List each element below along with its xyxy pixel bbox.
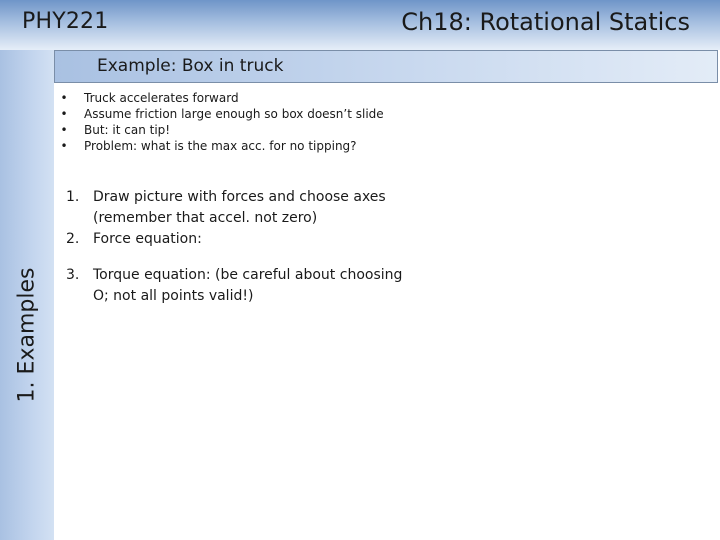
bullet-item (60, 106, 384, 122)
step-item (66, 265, 402, 307)
bullet-text: Problem: what is the max acc. for no tipping? (84, 139, 357, 153)
course-code: PHY221 (22, 9, 109, 34)
chapter-title: Ch18: Rotational Statics (401, 8, 690, 36)
step-item (66, 187, 402, 229)
bullet-text: Truck accelerates forward (84, 91, 239, 105)
bullet-item (60, 138, 384, 154)
slide-subtitle: Example: Box in truck (97, 56, 284, 76)
bullet-dot-icon: • (60, 123, 68, 137)
section-label: 1. Examples (14, 267, 40, 403)
bullet-item (60, 122, 384, 138)
step-text: Draw picture with forces and choose axes (93, 189, 386, 205)
subtitle-bar (54, 50, 718, 83)
bullet-item (60, 90, 384, 106)
bullet-text: Assume friction large enough so box doesn’t slide (84, 107, 384, 121)
bullet-dot-icon: • (60, 139, 68, 153)
bullet-dot-icon: • (60, 91, 68, 105)
step-text: Force equation: (93, 231, 202, 247)
step-text: Torque equation: (be careful about choosing (93, 267, 403, 283)
step-number: 1. (66, 189, 80, 205)
step-text: O; not all points valid!) (93, 288, 254, 304)
step-number: 3. (66, 267, 80, 283)
step-list (66, 187, 402, 307)
step-number: 2. (66, 231, 80, 247)
bullet-dot-icon: • (60, 107, 68, 121)
header-banner (0, 0, 720, 50)
step-text: (remember that accel. not zero) (93, 210, 318, 226)
bullet-list (60, 90, 384, 154)
bullet-text: But: it can tip! (84, 123, 171, 137)
step-item (66, 229, 402, 250)
sidebar-section (0, 50, 54, 540)
